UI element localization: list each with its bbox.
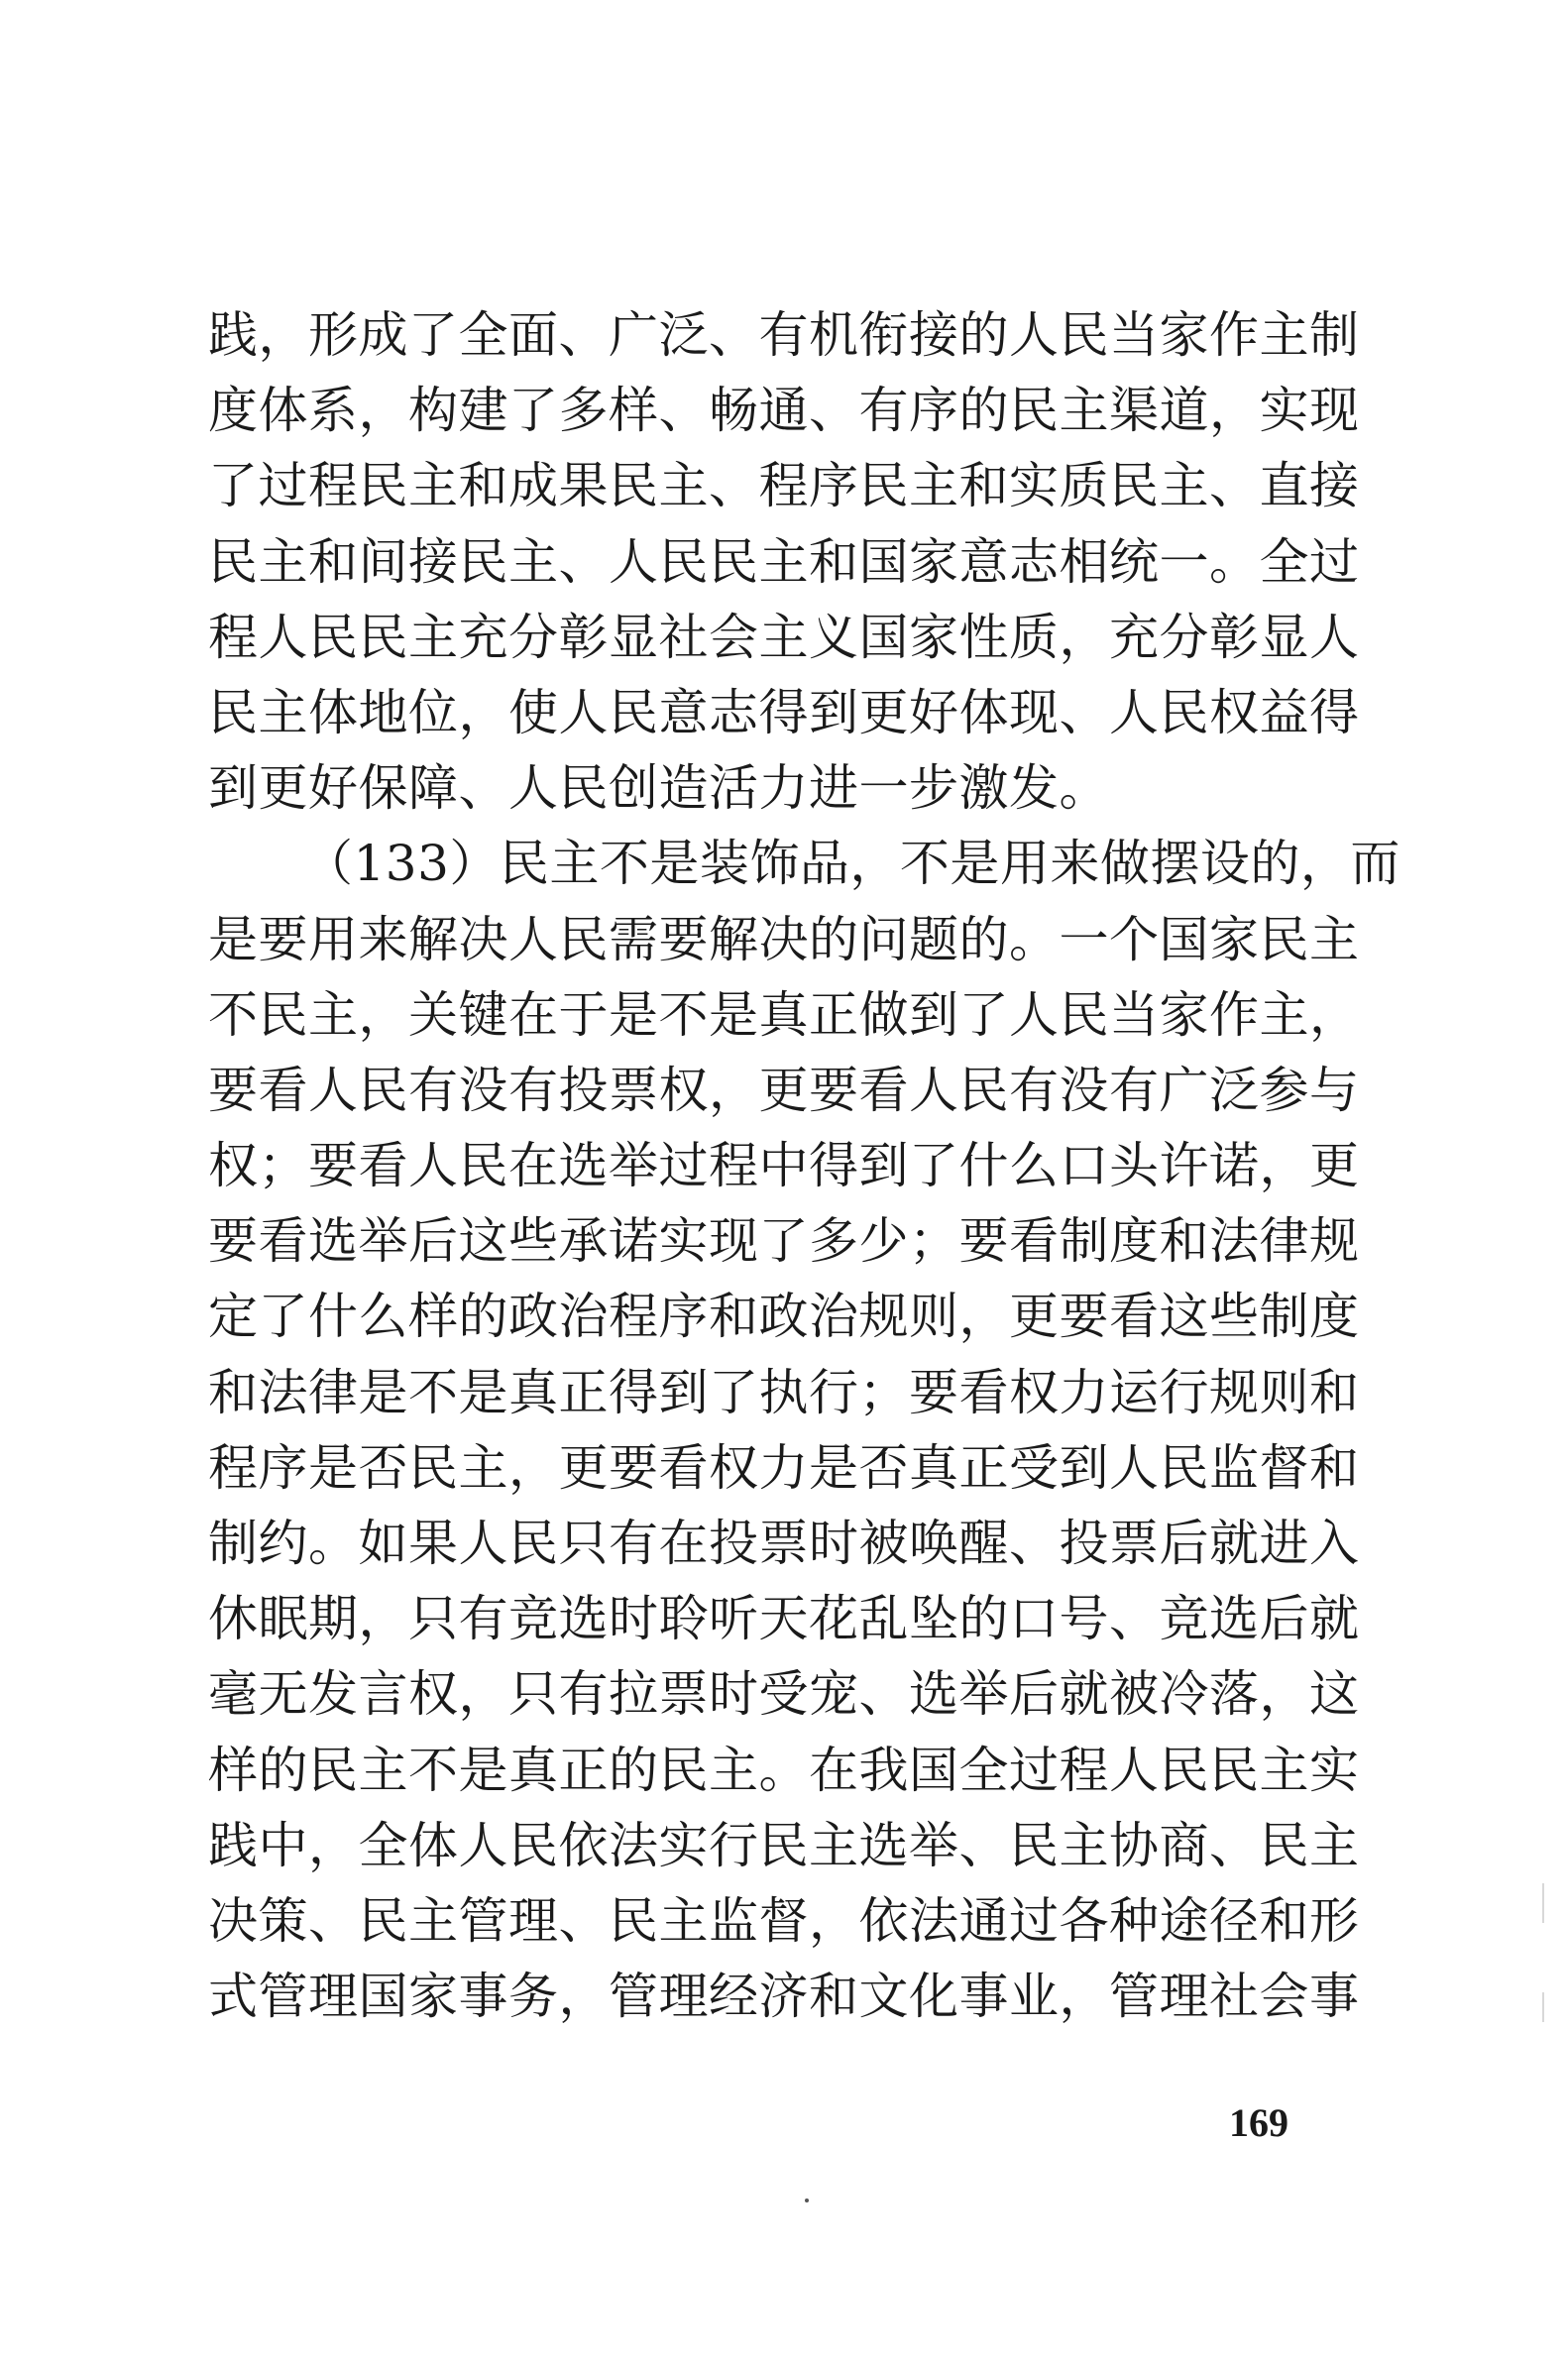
text-line: 是要用来解决人民需要解决的问题的。一个国家民主 (208, 910, 1360, 968)
text-line: 民主体地位，使人民意志得到更好体现、人民权益得 (208, 683, 1360, 741)
text-line: 了过程民主和成果民主、程序民主和实质民主、直接 (208, 457, 1360, 515)
text-line: 样的民主不是真正的民主。在我国全过程人民民主实 (208, 1741, 1360, 1799)
paragraph-133-first-line: （133）民主不是装饰品，不是用来做摆设的，而 (303, 835, 1400, 893)
text-line: 践中，全体人民依法实行民主选举、民主协商、民主 (208, 1816, 1360, 1874)
scan-edge-mark (1542, 1883, 1544, 1923)
text-line: 要看人民有没有投票权，更要看人民有没有广泛参与 (208, 1061, 1360, 1119)
text-line: 式管理国家事务，管理经济和文化事业，管理社会事 (208, 1968, 1360, 2026)
scan-edge-mark (1542, 1992, 1544, 2022)
text-line: 程人民民主充分彰显社会主义国家性质，充分彰显人 (208, 608, 1360, 666)
text-line: 不民主，关键在于是不是真正做到了人民当家作主， (208, 985, 1360, 1044)
text-line: 毫无发言权，只有拉票时受宠、选举后就被冷落，这 (208, 1665, 1360, 1724)
text-line: 度体系，构建了多样、畅通、有序的民主渠道，实现 (208, 382, 1360, 440)
text-line: 定了什么样的政治程序和政治规则，更要看这些制度 (208, 1288, 1360, 1346)
text-line: 制约。如果人民只有在投票时被唤醒、投票后就进入 (208, 1515, 1360, 1572)
body-text (208, 297, 1400, 2034)
text-line: 要看选举后这些承诺实现了多少；要看制度和法律规 (208, 1212, 1360, 1271)
text-line: 决策、民主管理、民主监督，依法通过各种途径和形 (208, 1891, 1360, 1950)
text-line: 程序是否民主，更要看权力是否真正受到人民监督和 (208, 1438, 1360, 1497)
text-line: 和法律是不是真正得到了执行；要看权力运行规则和 (208, 1363, 1360, 1421)
page-number: 169 (1229, 2100, 1288, 2145)
paragraph-end-line: 到更好保障、人民创造活力进一步激发。 (208, 759, 1109, 818)
scan-speck (805, 2199, 809, 2202)
text-line: 权；要看人民在选举过程中得到了什么口头许诺，更 (208, 1137, 1360, 1195)
text-line: 民主和间接民主、人民民主和国家意志相统一。全过 (208, 532, 1360, 591)
text-line: 休眠期，只有竞选时聆听天花乱坠的口号、竞选后就 (208, 1590, 1360, 1648)
text-line: 践，形成了全面、广泛、有机衔接的人民当家作主制 (208, 306, 1360, 364)
